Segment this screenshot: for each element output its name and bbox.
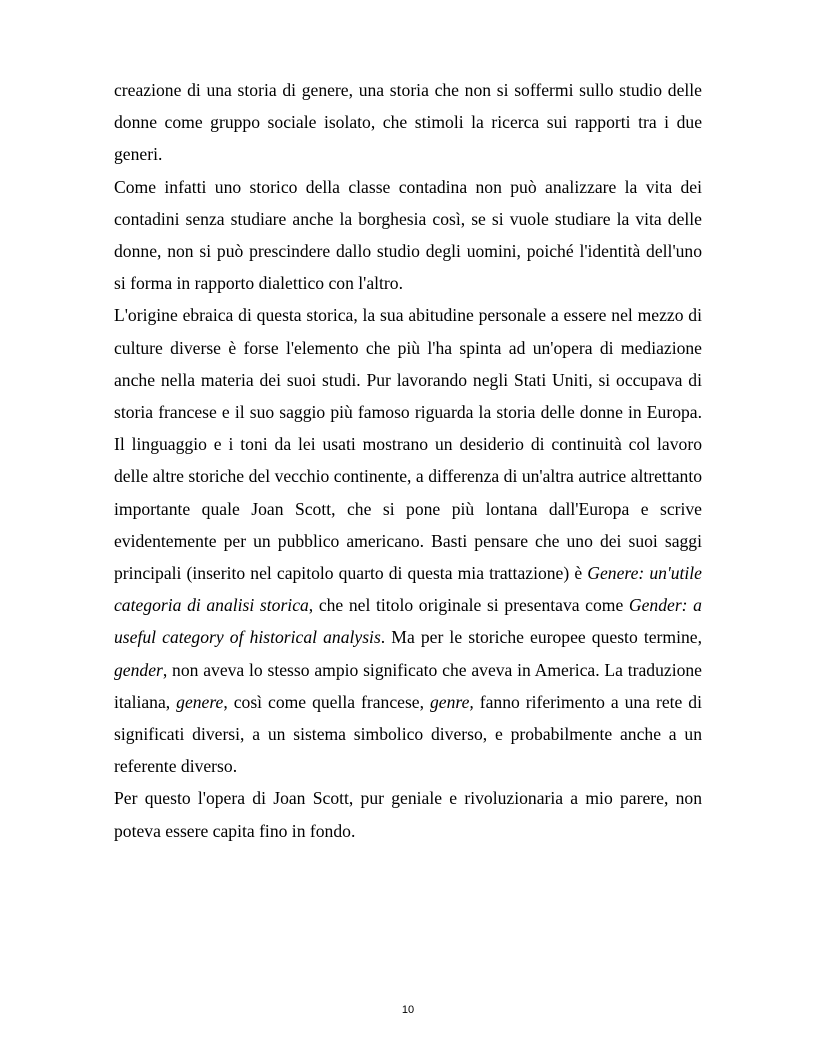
paragraph-2: [114, 171, 702, 300]
english-title-italic: Gender: a useful category of historical analysis: [114, 595, 702, 648]
paragraph-2-text: Come infatti uno storico della classe contadina non può analizzare la vita dei contadini senza studiare anche la borghesia così, se si vuole studiare la vita delle donne, non si può prescindere dallo studio degli uomini, poiché l'identità dell'uno si forma in rapporto dialettico con l'altro.: [114, 176, 702, 294]
paragraph-3: [114, 299, 702, 782]
term-gender-italic: gender: [114, 659, 163, 680]
paragraph-3-text-c: . Ma per le storiche europee questo termine,: [380, 627, 702, 648]
paragraph-3-text-f: fanno riferimento a una rete di significati diversi, a un sistema simbolico diverso, e probabilmente anche a un referente diverso.: [114, 691, 702, 777]
paragraph-3-text-a: L'origine ebraica di questa storica, la sua abitudine personale a essere nel mezzo di culture diverse è forse l'elemento che più l'ha spinta ad un'opera di mediazione anche nella materia dei suoi studi. Pur lavorando negli Stati Uniti, si occupava di storia francese e il suo saggio più famoso riguarda la storia delle donne in Europa. Il linguaggio e i toni da lei usati mostrano un desiderio di continuità col lavoro delle altre storiche del vecchio continente, a differenza di un'altra autrice altrettanto importante quale Joan Scott, che si pone più lontana dall'Europa e scrive evidentemente per un pubblico americano. Basti pensare che uno dei suoi saggi principali (inserito nel capitolo quarto di questa mia trattazione) è: [114, 305, 702, 584]
paragraph-4-text: Per questo l'opera di Joan Scott, pur geniale e rivoluzionaria a mio parere, non poteva essere capita fino in fondo.: [114, 788, 702, 841]
italian-title-italic: Genere: un'utile categoria di analisi storica: [114, 563, 702, 616]
term-genere-italic: genere: [176, 691, 224, 712]
paragraph-3-text-d: , non aveva lo stesso ampio significato che aveva in America. La traduzione italiana,: [114, 659, 702, 712]
paragraph-1-text: creazione di una storia di genere, una storia che non si soffermi sullo studio delle donne come gruppo sociale isolato, che stimoli la ricerca sui rapporti tra i due generi.: [114, 80, 702, 165]
page-number: 10: [401, 1004, 415, 1016]
paragraph-3-text-e: , così come quella francese,: [223, 691, 430, 712]
paragraph-3-text-b: , che nel titolo originale si presentava come: [308, 595, 629, 616]
term-genre-italic: genre,: [429, 691, 474, 712]
document-body: [114, 74, 702, 847]
paragraph-4: [114, 782, 702, 846]
paragraph-1: [114, 74, 702, 171]
